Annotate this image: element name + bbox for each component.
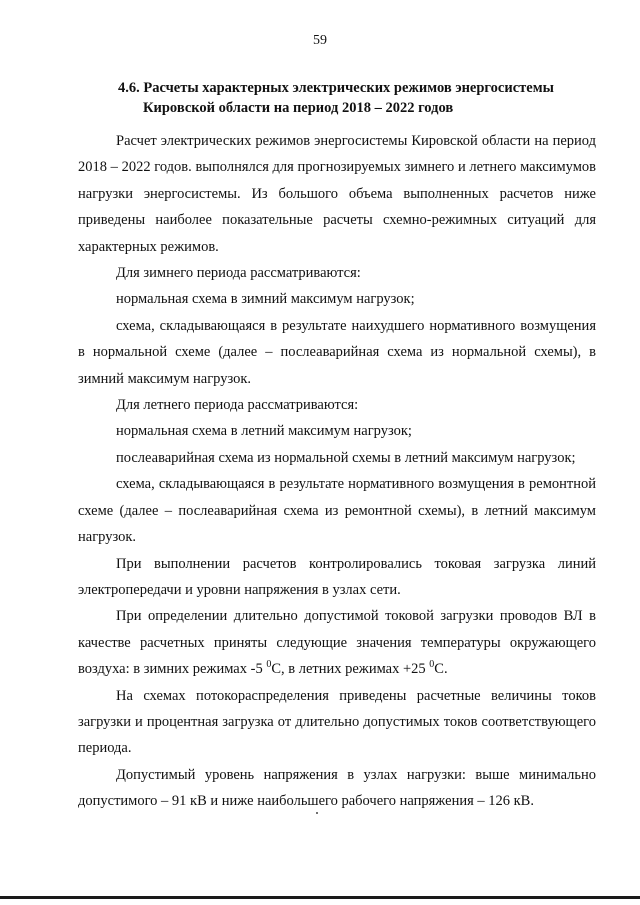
paragraph-summer-normal: нормальная схема в летний максимум нагрузок; (116, 423, 412, 440)
section-heading-line-1: 4.6. Расчеты характерных электрических режимов энергосистемы (118, 80, 554, 96)
paragraph-winter-heading: Для зимнего периода рассматриваются: (116, 265, 361, 282)
paragraph-winter-postfault: схема, складывающаяся в результате наихудшего нормативного возмущения в нормальной схеме (далее – послеаварийная схема из нормальной схемы), в зимний максимум нагрузок. (78, 317, 596, 387)
degree-mark-summer: 0 (429, 659, 435, 671)
paragraph-voltage-level: Допустимый уровень напряжения в узлах нагрузки: выше минимально допустимого – 91 кВ и ниже наибольшего рабочего напряжения – 126 кВ. (78, 766, 596, 810)
paragraph-summer-heading: Для летнего периода рассматриваются: (116, 397, 359, 414)
paragraph-flow-schemes: На схемах потокораспределения приведены расчетные величины токов загрузки и процентная загрузка от длительно допустимых токов соответствующего периода. (78, 687, 596, 757)
scan-speck (316, 812, 318, 814)
temperature-text: При определении длительно допустимой токовой загрузки проводов ВЛ в качестве расчетных приняты следующие значения температуры окружающего воздуха: в зимних режимах -5 (78, 608, 596, 678)
paragraph-summer-postfault: послеаварийная схема из нормальной схемы в летний максимум нагрузок; (116, 449, 576, 466)
degree-mark-winter: 0 (266, 659, 272, 671)
section-heading-line-2: Кировской области на период 2018 – 2022 годов (143, 100, 454, 116)
paragraph-control: При выполнении расчетов контролировались токовая загрузка линий электропередачи и уровни напряжения в узлах сети. (78, 555, 596, 598)
paragraph-summer-repair: схема, складывающаяся в результате нормативного возмущения в ремонтной схеме (далее – послеаварийная схема из ремонтной схемы), в летний максимум нагрузок. (78, 476, 596, 546)
temperature-unit-summer: С. (434, 661, 448, 678)
paragraph-temperature (78, 603, 596, 682)
page-number: 59 (313, 33, 327, 48)
body-text (78, 128, 596, 815)
paragraph-intro: Расчет электрических режимов энергосистемы Кировской области на период 2018 – 2022 годов. выполнялся для прогнозируемых зимнего и летнего максимумов нагрузки энергосистемы. Из большого объема выполненных расчетов ниже приведены наиболее показательные расчеты схемно-режимных ситуаций для характерных режимов. (78, 133, 596, 255)
temperature-unit-winter: С, в летних режимах +25 (271, 661, 430, 678)
paragraph-winter-normal: нормальная схема в зимний максимум нагрузок; (116, 291, 415, 308)
page-bottom-edge (0, 896, 640, 899)
section-heading (118, 78, 588, 118)
